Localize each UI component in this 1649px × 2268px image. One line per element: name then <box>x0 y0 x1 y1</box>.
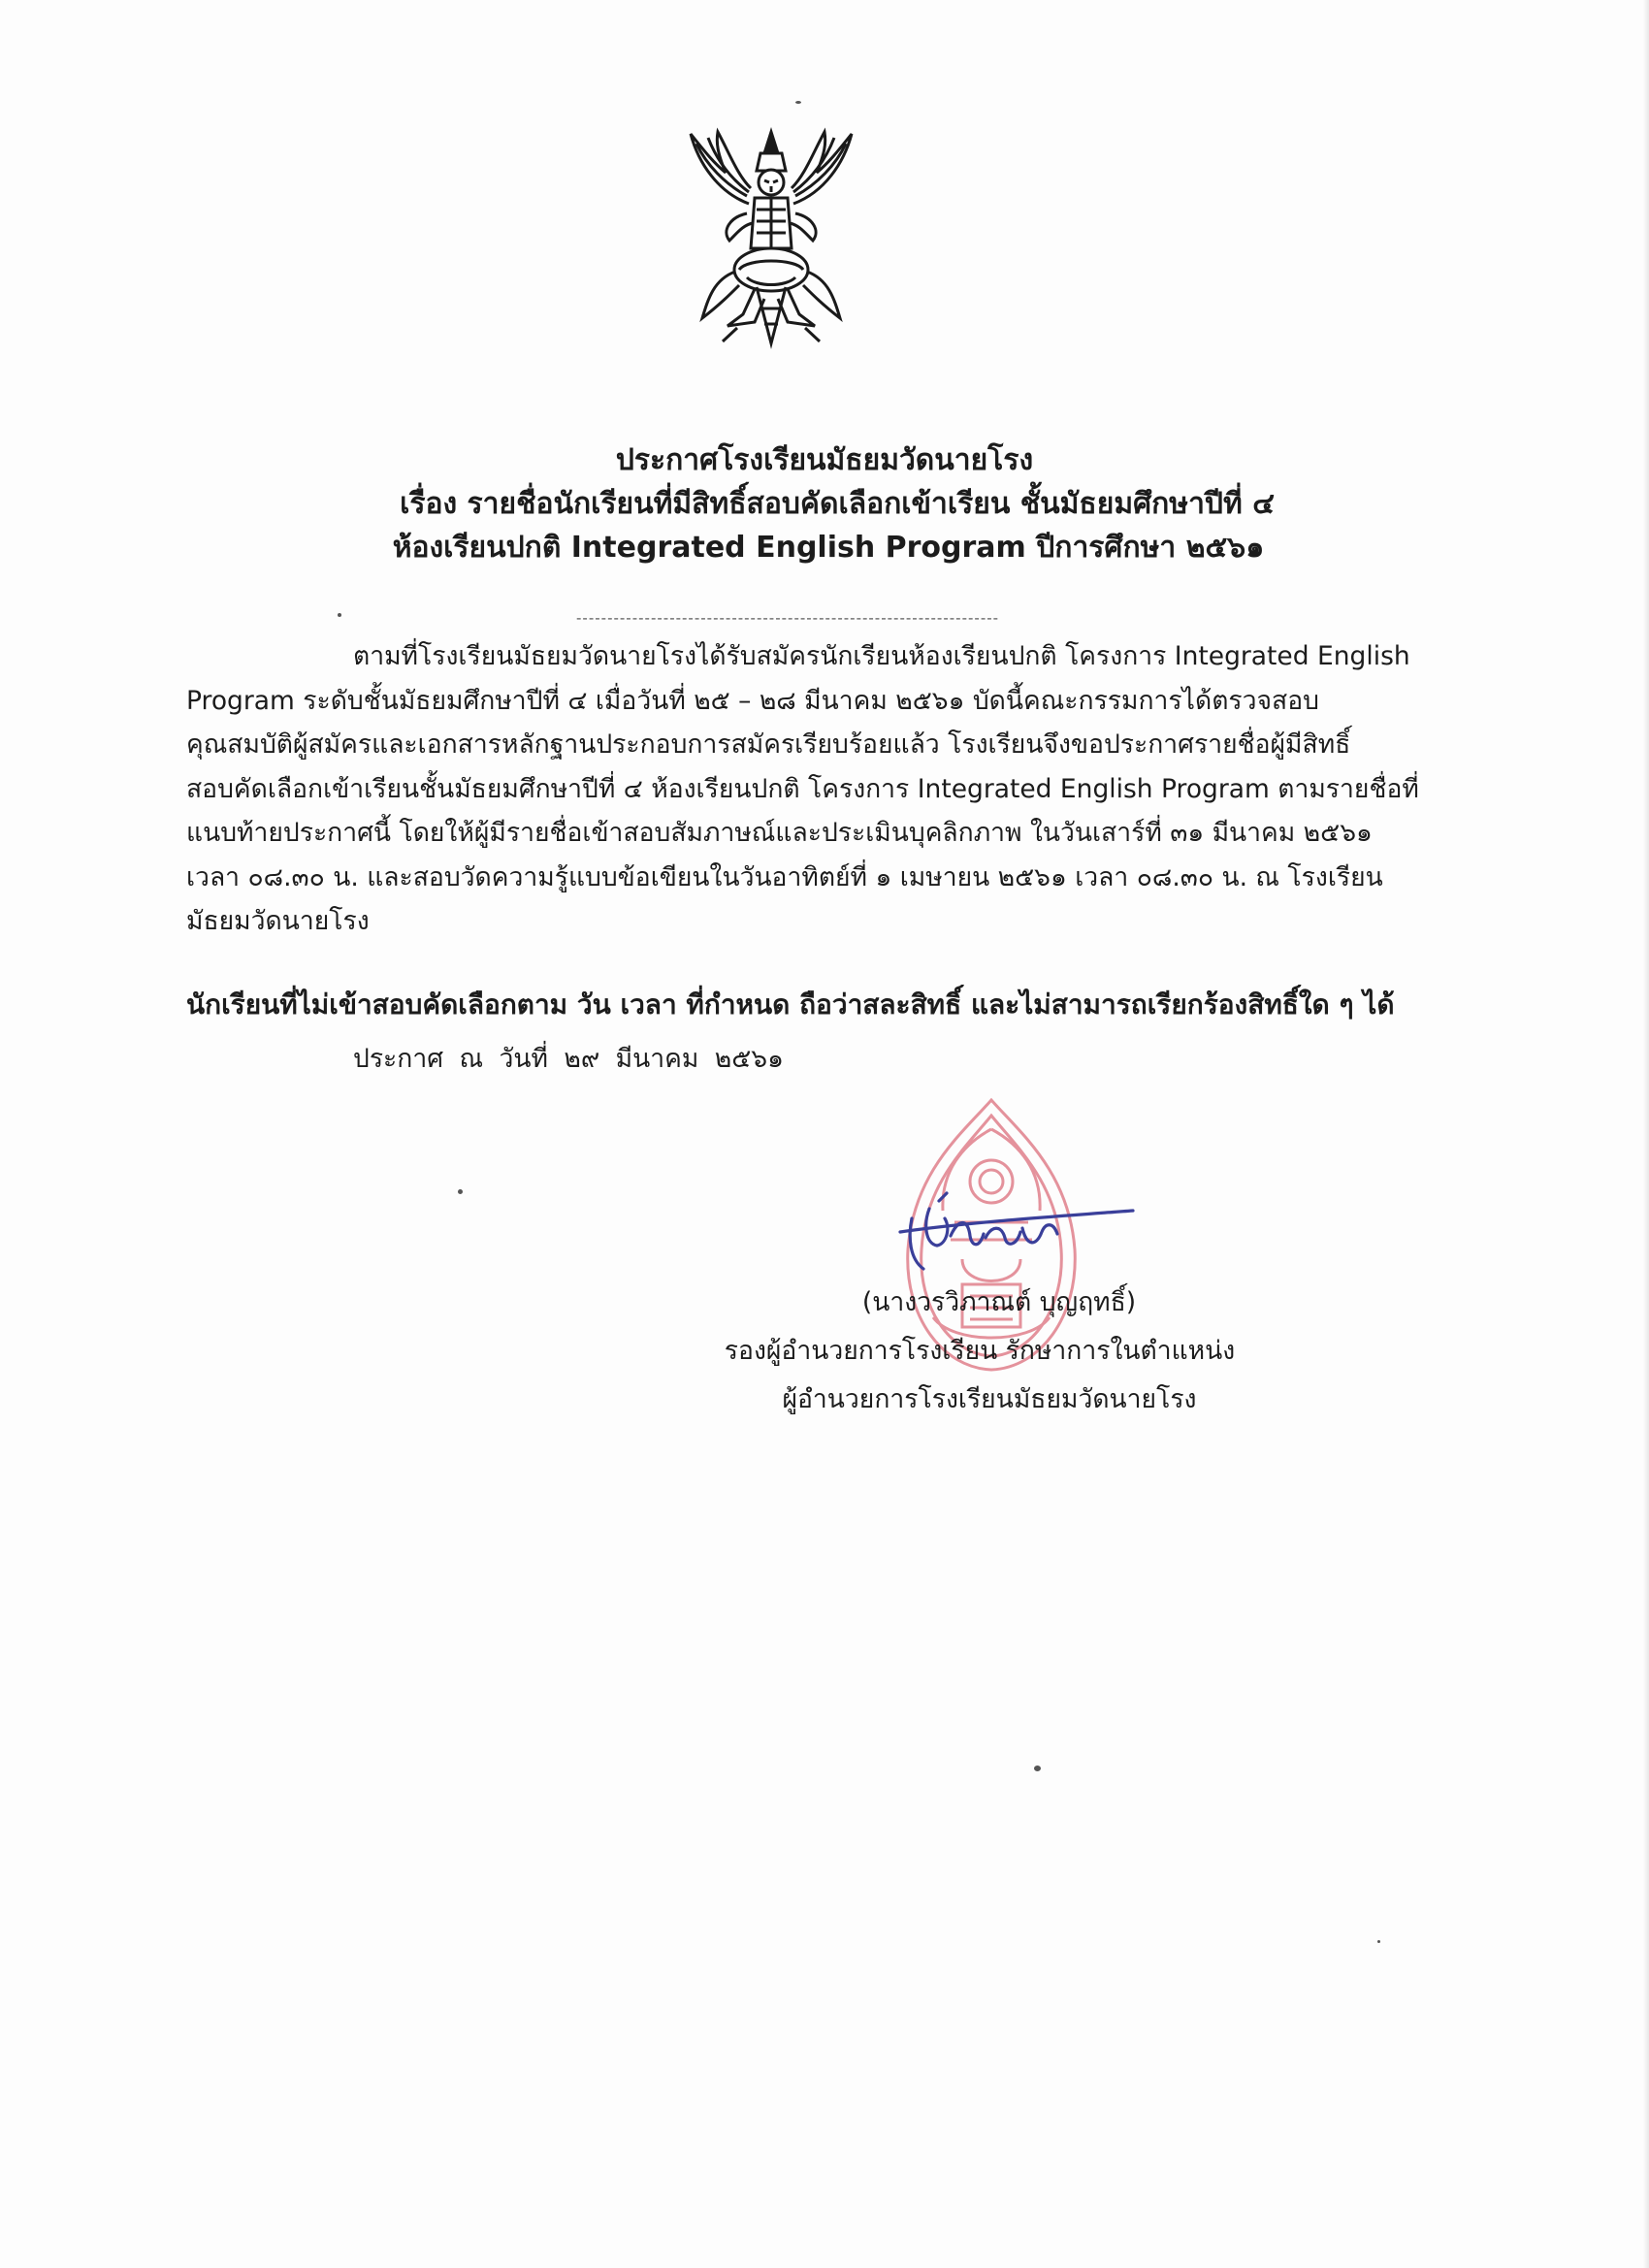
signature <box>890 1189 1143 1277</box>
announce-date: ประกาศ ณ วันที่ ๒๙ มีนาคม ๒๕๖๑ <box>353 1044 784 1074</box>
garuda-emblem-icon <box>679 124 863 357</box>
body-line: Program ระดับชั้นมัธยมศึกษาปีที่ ๔ เมื่อวันที่ ๒๕ – ๒๘ มีนาคม ๒๕๖๑ บัดนี้คณะกรรมการได้ตรวจสอบ <box>186 685 1319 716</box>
emphasis-notice: นักเรียนที่ไม่เข้าสอบคัดเลือกตาม วัน เวลา ที่กำหนด ถือว่าสละสิทธิ์ และไม่สามารถเรียกร้องสิทธิ์ใด ๆ ได้ <box>186 988 1395 1021</box>
title-divider: -------------------------------------------------------------------- <box>576 609 1000 627</box>
title-line-3: ห้องเรียนปกติ Integrated English Program ปีการศึกษา ๒๕๖๑ <box>392 531 1265 565</box>
scan-edge-shadow <box>1643 0 1649 2268</box>
body-line: แนบท้ายประกาศนี้ โดยให้ผู้มีรายชื่อเข้าสอบสัมภาษณ์และประเมินบุคลิกภาพ ในวันเสาร์ที่ ๓๑ มีนาคม ๒๕๖๑ <box>186 818 1373 848</box>
body-line: มัธยมวัดนายโรง <box>186 906 370 936</box>
scan-speck <box>1377 1940 1380 1943</box>
title-line-2: เรื่อง รายชื่อนักเรียนที่มีสิทธิ์สอบคัดเลือกเข้าเรียน ชั้นมัธยมศึกษาปีที่ ๔ <box>400 487 1275 521</box>
scan-speck <box>1034 1766 1041 1771</box>
body-line: ตามที่โรงเรียนมัธยมวัดนายโรงได้รับสมัครนักเรียนห้องเรียนปกติ โครงการ Integrated English <box>353 641 1410 671</box>
signatory-role-1: รองผู้อำนวยการโรงเรียน รักษาการในตำแหน่ง <box>724 1336 1236 1366</box>
body-line: สอบคัดเลือกเข้าเรียนชั้นมัธยมศึกษาปีที่ ๔ ห้องเรียนปกติ โครงการ Integrated English Program ตามรายชื่อที่ <box>186 773 1419 804</box>
body-line: เวลา ๐๘.๓๐ น. และสอบวัดความรู้แบบข้อเขียนในวันอาทิตย์ที่ ๑ เมษายน ๒๕๖๑ เวลา ๐๘.๓๐ น. ณ โรงเรียน <box>186 861 1383 892</box>
signature-block <box>679 1279 1280 1424</box>
title-line-1: ประกาศโรงเรียนมัธยมวัดนายโรง <box>615 443 1034 477</box>
scan-speck <box>338 613 341 617</box>
signatory-name: (นางวรวิภาณต์ บุญฤทธิ์) <box>861 1287 1137 1317</box>
scan-speck <box>795 101 801 104</box>
body-line: คุณสมบัติผู้สมัครและเอกสารหลักฐานประกอบการสมัครเรียบร้อยแล้ว โรงเรียนจึงขอประกาศรายชื่อผู้มีสิทธิ์ <box>186 729 1351 760</box>
document-title <box>0 438 1649 569</box>
signatory-role-2: ผู้อำนวยการโรงเรียนมัธยมวัดนายโรง <box>782 1384 1197 1414</box>
scan-speck <box>458 1189 463 1194</box>
body-paragraph <box>186 634 1419 944</box>
